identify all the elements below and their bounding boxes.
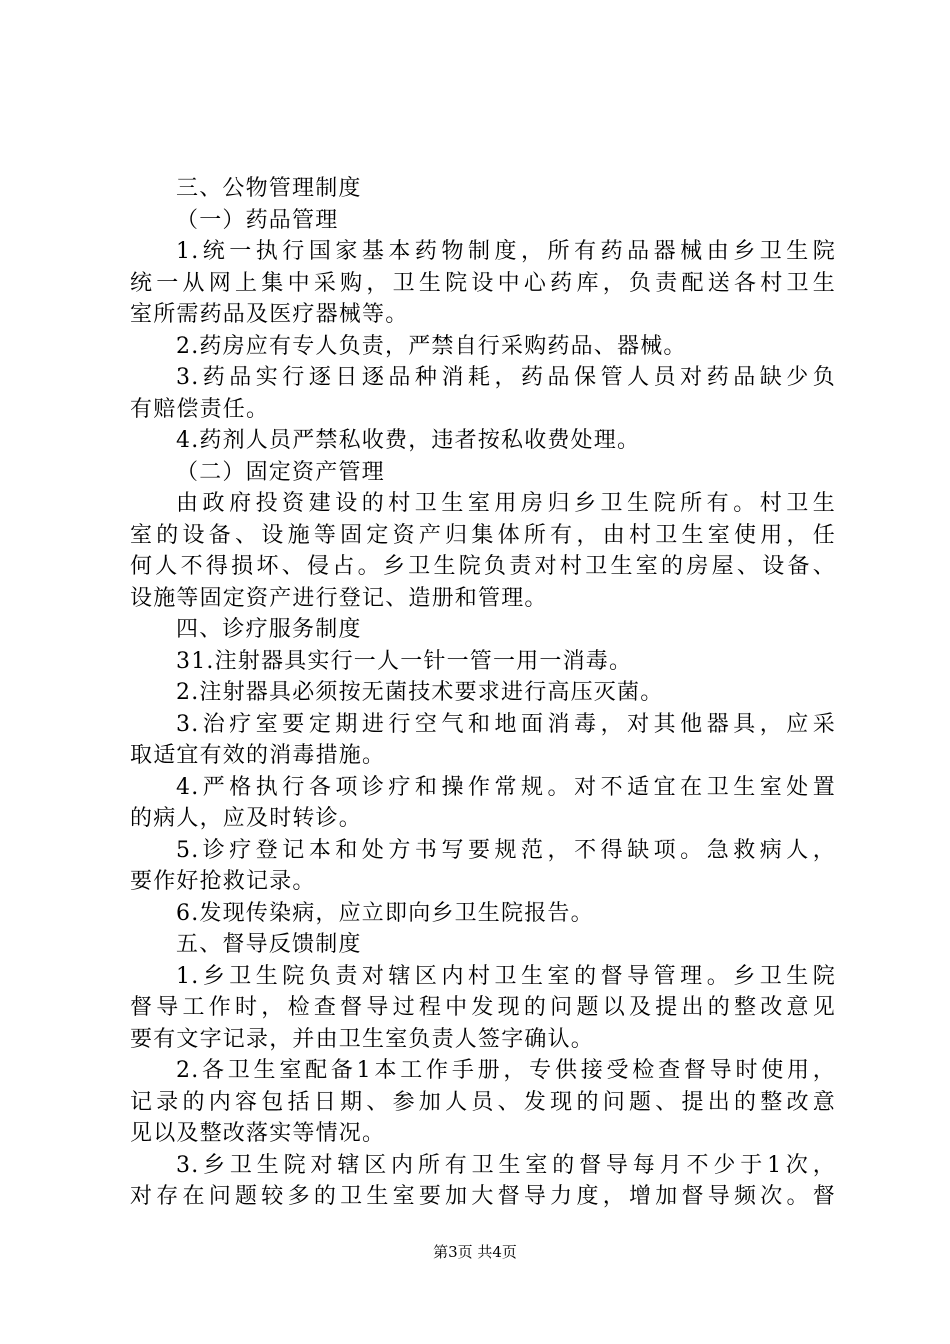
text-line: 室的设备、设施等固定资产归集体所有，由村卫生室使用，任 <box>130 522 836 548</box>
text-line: 四、诊疗服务制度 <box>176 617 362 642</box>
text-line: 对存在问题较多的卫生室要加大督导力度，增加督导频次。督 <box>130 1184 836 1209</box>
text-line: 3.药品实行逐日逐品种消耗，药品保管人员对药品缺少负 <box>176 365 836 390</box>
text-line: 3.治疗室要定期进行空气和地面消毒，对其他器具，应采 <box>176 711 836 737</box>
text-line: 4.严格执行各项诊疗和操作常规。对不适宜在卫生室处置 <box>176 774 836 800</box>
text-line: 4.药剂人员严禁私收费，违者按私收费处理。 <box>176 428 641 453</box>
text-line: 三、公物管理制度 <box>176 176 362 201</box>
text-line: 6.发现传染病，应立即向乡卫生院报告。 <box>176 900 594 926</box>
text-line: 取适宜有效的消毒措施。 <box>130 743 386 768</box>
page-footer: 第3页 共4页 <box>433 1243 517 1261</box>
text-line: 见以及整改落实等情况。 <box>130 1121 386 1146</box>
text-line: 有赔偿责任。 <box>130 396 270 422</box>
text-line: 5.诊疗登记本和处方书写要规范，不得缺项。急救病人， <box>176 837 836 863</box>
text-line: 五、督导反馈制度 <box>176 932 362 957</box>
text-line: 设施等固定资产进行登记、造册和管理。 <box>130 585 548 611</box>
text-line: 记录的内容包括日期、参加人员、发现的问题、提出的整改意 <box>130 1089 836 1115</box>
text-line: 何人不得损坏、侵占。乡卫生院负责对村卫生室的房屋、设备、 <box>130 554 836 579</box>
text-line: 要作好抢救记录。 <box>130 869 316 894</box>
document-body <box>130 173 836 1213</box>
text-line: 2.注射器具必须按无菌技术要求进行高压灭菌。 <box>176 680 664 705</box>
text-line: 的病人，应及时转诊。 <box>130 806 363 831</box>
text-line: 由政府投资建设的村卫生室用房归乡卫生院所有。村卫生 <box>176 491 836 516</box>
text-line: （一）药品管理 <box>176 207 339 233</box>
text-line: 2.各卫生室配备1本工作手册，专供接受检查督导时使用， <box>176 1058 836 1083</box>
text-line: 督导工作时，检查督导过程中发现的问题以及提出的整改意见 <box>130 995 836 1020</box>
text-line: 1.统一执行国家基本药物制度，所有药品器械由乡卫生院 <box>176 239 836 264</box>
text-line: 2.药房应有专人负责，严禁自行采购药品、器械。 <box>176 333 687 359</box>
text-line: 31.注射器具实行一人一针一管一用一消毒。 <box>176 648 633 674</box>
text-line: 3.乡卫生院对辖区内所有卫生室的督导每月不少于1次， <box>176 1152 836 1178</box>
text-line: 1.乡卫生院负责对辖区内村卫生室的督导管理。乡卫生院 <box>176 963 836 989</box>
text-line: 统一从网上集中采购，卫生院设中心药库，负责配送各村卫生 <box>130 270 836 296</box>
text-line: （二）固定资产管理 <box>176 459 385 485</box>
text-line: 室所需药品及医疗器械等。 <box>130 302 409 327</box>
text-line: 要有文字记录，并由卫生室负责人签字确认。 <box>130 1026 595 1052</box>
